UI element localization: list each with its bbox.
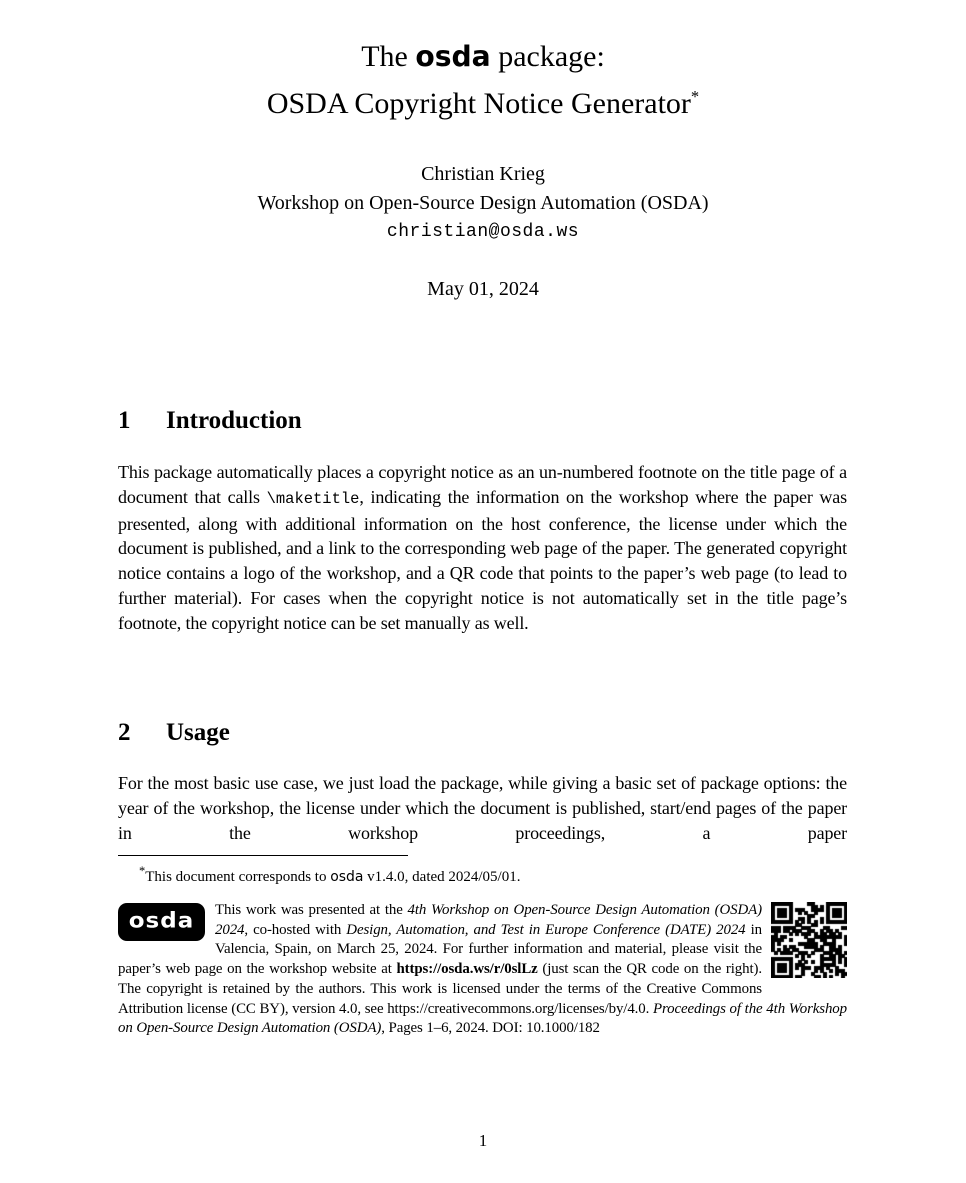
- copyright-text: , Pages 1–6, 2024. DOI: 10.1000/182: [381, 1020, 600, 1037]
- section-1-number: 1: [118, 407, 131, 434]
- author-email[interactable]: christian@osda.ws: [386, 222, 580, 242]
- conference-name: Design, Automation, and Test in Europe Conference (DATE) 2024: [346, 921, 746, 938]
- copyright-notice: [118, 901, 847, 1039]
- section-1-heading: [118, 407, 847, 435]
- title-line-2: [0, 80, 966, 127]
- footnote-text-post: v1.4.0, dated 2024/05/01.: [363, 869, 521, 885]
- license-url-link[interactable]: https://creativecommons.org/licenses/by/4.0: [387, 1000, 646, 1017]
- footnote-marker: *: [139, 864, 146, 878]
- usage-paragraph: For the most basic use case, we just load the package, while giving a basic set of package options: the year of the workshop, the license under which the document is published, start/end pages of the paper in the workshop proceedings, a paper: [118, 773, 847, 843]
- thanks-marker: *: [690, 87, 700, 106]
- workshop-name: 4th Workshop on Open-Source Design Automation (OSDA) 2024: [215, 902, 763, 938]
- paper-url-link[interactable]: https://osda.ws/r/0slLz: [396, 961, 538, 978]
- section-2-number: 2: [118, 719, 131, 746]
- copyright-text: in Valencia, Spain, on March 25, 2024. For further information and material, please visit the paper’s web page on the workshop website at: [118, 921, 762, 978]
- qr-code-icon[interactable]: [771, 902, 847, 978]
- version-footnote: [118, 861, 847, 887]
- title-text-post: package:: [490, 40, 605, 73]
- author-block: [0, 160, 966, 247]
- author-name: Christian Krieg: [421, 163, 545, 185]
- title-text-pre: The: [361, 40, 416, 73]
- footnote-rule: [118, 855, 408, 856]
- title-line-1: [0, 33, 966, 80]
- section-2-heading: [118, 719, 847, 747]
- copyright-text: This work was presented at the: [215, 902, 408, 918]
- copyright-text: , co-hosted with: [244, 921, 347, 938]
- publication-date: May 01, 2024: [427, 278, 539, 300]
- maketitle-code: \maketitle: [266, 489, 360, 508]
- package-name: osda: [415, 40, 491, 73]
- footnote-text-pre: This document corresponds to: [145, 869, 331, 885]
- footnote-package-name: osda: [330, 869, 364, 885]
- osda-logo-text: osda: [128, 908, 195, 933]
- osda-logo: [118, 903, 205, 941]
- intro-paragraph: [118, 460, 847, 635]
- page-number: 1: [478, 1131, 488, 1150]
- title-subtitle: OSDA Copyright Notice Generator: [266, 87, 691, 120]
- proceedings-name: Proceedings of the 4th Workshop on Open-Source Design Automation (OSDA): [118, 1000, 847, 1037]
- intro-text-pre: This package automatically places a copyright notice as an un-numbered footnote on the title page of a document that calls: [118, 462, 847, 507]
- paper-title: [0, 33, 966, 127]
- copyright-text: .: [645, 1000, 654, 1017]
- author-affiliation: Workshop on Open-Source Design Automation (OSDA): [257, 192, 709, 214]
- section-2-title: Usage: [166, 719, 230, 746]
- copyright-text: (just scan the QR code on the right). The copyright is retained by the authors. This work is licensed under the terms of the Creative Commons Attribution license (CC BY), version 4.0, see: [118, 961, 762, 1017]
- section-1-title: Introduction: [166, 407, 302, 434]
- intro-text-post: , indicating the information on the workshop where the paper was presented, along with additional information on the host conference, the license under which the document is published, and a link to the corresponding web page of the paper. The generated copyright notice contains a logo of the workshop, and a QR code that points to the paper’s web page (to lead to further material). For cases when the copyright notice is not automatically set in the title page’s footnote, the copyright notice can be set manually as well.: [118, 486, 847, 633]
